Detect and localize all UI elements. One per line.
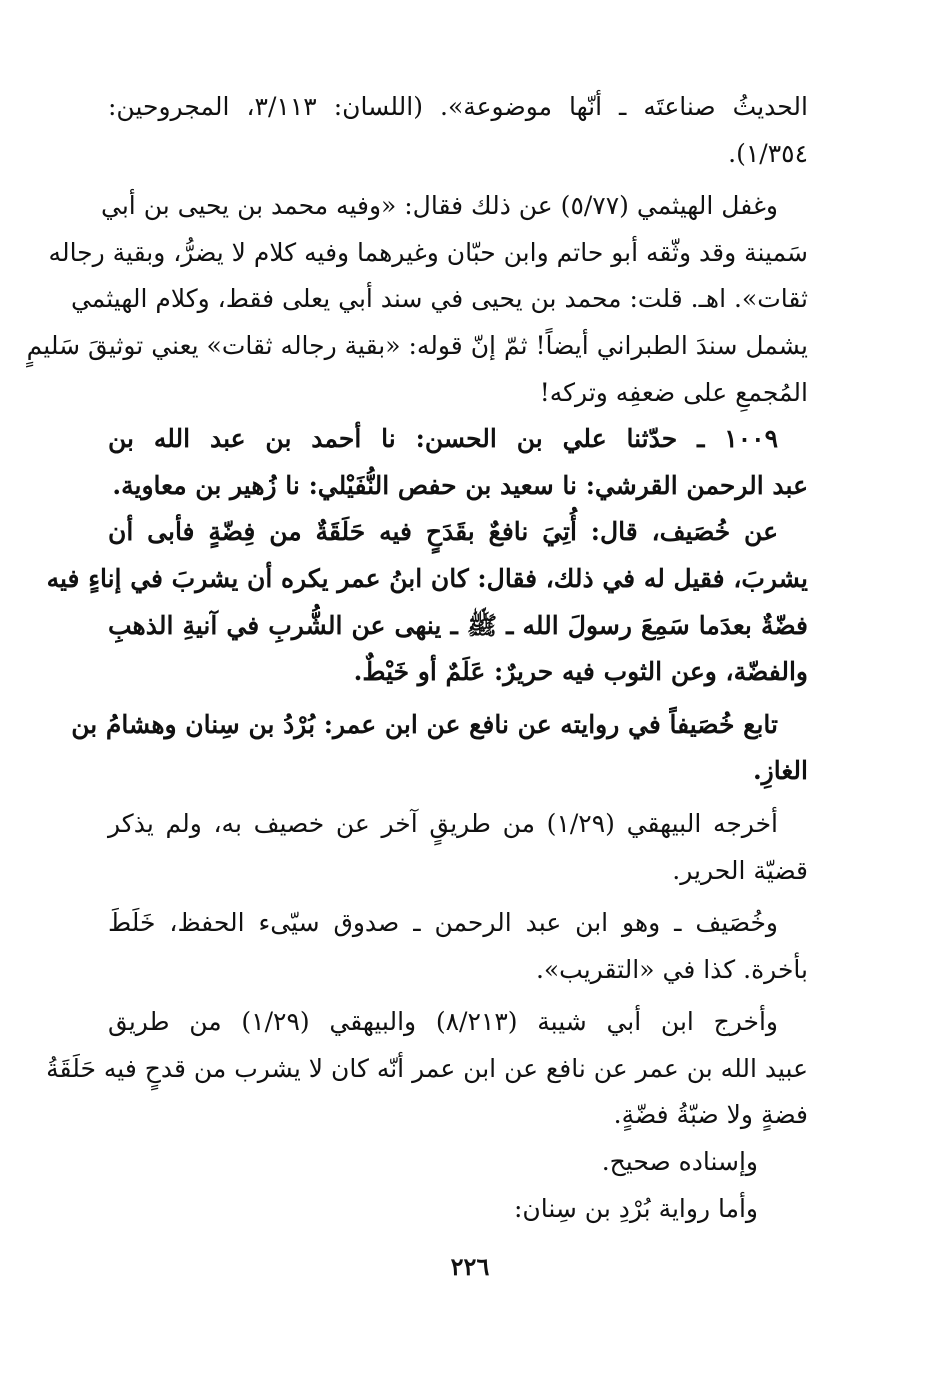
text-line: عبد الرحمن القرشي: نا سعيد بن حفص النُّفَيْلي: نا زُهير بن معاوية. <box>112 470 808 500</box>
text-line: سَمينة وقد وثّقه أبو حاتم وابن حبّان وغيرهما وفيه كلام لا يضرُّ، وبقية رجاله <box>48 237 808 267</box>
text-line: تابع خُصَيفاً في روايته عن نافع عن ابن عمر: بُرْدُ بن سِنان وهشامُ بن <box>71 709 778 739</box>
text-line: وأخرج ابن أبي شيبة (٨/٢١٣) والبيهقي (١/٢٩) من طريق <box>108 1007 779 1037</box>
hadith-number-line: ١٠٠٩ ـ حدّثنا علي بن الحسن: نا أحمد بن عبد الله بن <box>108 424 778 454</box>
text-line: وغفل الهيثمي (٥/٧٧) عن ذلك فقال: «وفيه محمد بن يحيى بن أبي <box>101 191 778 221</box>
page-number: ٢٢٦ <box>450 1252 490 1281</box>
text-line: بأخرة. كذا في «التقريب». <box>535 954 808 984</box>
text-line: عن خُصَيف، قال: أُتِيَ نافعٌ بقَدَحٍ فيه حَلَقَةٌ من فِضّةٍ فأبى أن <box>108 517 778 547</box>
text-line: يشربَ، فقيل له في ذلك، فقال: كان ابنُ عمر يكره أن يشربَ في إناءٍ فيه <box>46 563 808 593</box>
text-line: المُجمعِ على ضعفِه وتركه! <box>539 377 808 407</box>
text-line: ١/٣٥٤). <box>728 138 808 168</box>
text-line: فضّةٌ بعدَما سَمِعَ رسولَ الله ـ ﷺ ـ ينهى عن الشُّربِ في آنيةِ الذهبِ <box>108 610 808 640</box>
text-line: قضيّة الحرير. <box>672 855 808 885</box>
text-line: عبيد الله بن عمر عن نافع عن ابن عمر أنّه كان لا يشرب من قدحٍ فيه حَلَقَةُ <box>46 1053 808 1083</box>
body-text <box>26 84 808 1232</box>
text-line: الغازِ. <box>752 756 808 786</box>
text-line: وإسناده صحيح. <box>601 1147 758 1177</box>
text-line: فضةٍ ولا ضبّةُ فضّةٍ. <box>613 1100 808 1130</box>
text-line: والفضّة، وعن الثوب فيه حريرٌ: عَلَمٌ أو خَيْطٌ. <box>353 657 808 687</box>
text-line: ثقات». اهـ. قلت: محمد بن يحيى في سند أبي يعلى فقط، وكلام الهيثمي <box>70 284 808 314</box>
text-line: وأما رواية بُرْدِ بن سِنان: <box>513 1193 758 1223</box>
text-line: الحديثُ صناعتَه ـ أنّها موضوعة». (اللسان: ٣/١١٣، المجروحين: <box>108 92 808 121</box>
text-line: وخُصَيف ـ وهو ابن عبد الرحمن ـ صدوق سيّىء الحفظ، خَلَطَ <box>108 908 778 938</box>
text-line: أخرجه البيهقي (١/٢٩) من طريقٍ آخر عن خصيف به، ولم يذكر <box>108 808 779 838</box>
text-line: يشمل سندَ الطبراني أيضاً! ثمّ إنّ قوله: «بقية رجاله ثقات» يعني توثيقَ سَليمٍ <box>26 330 808 360</box>
